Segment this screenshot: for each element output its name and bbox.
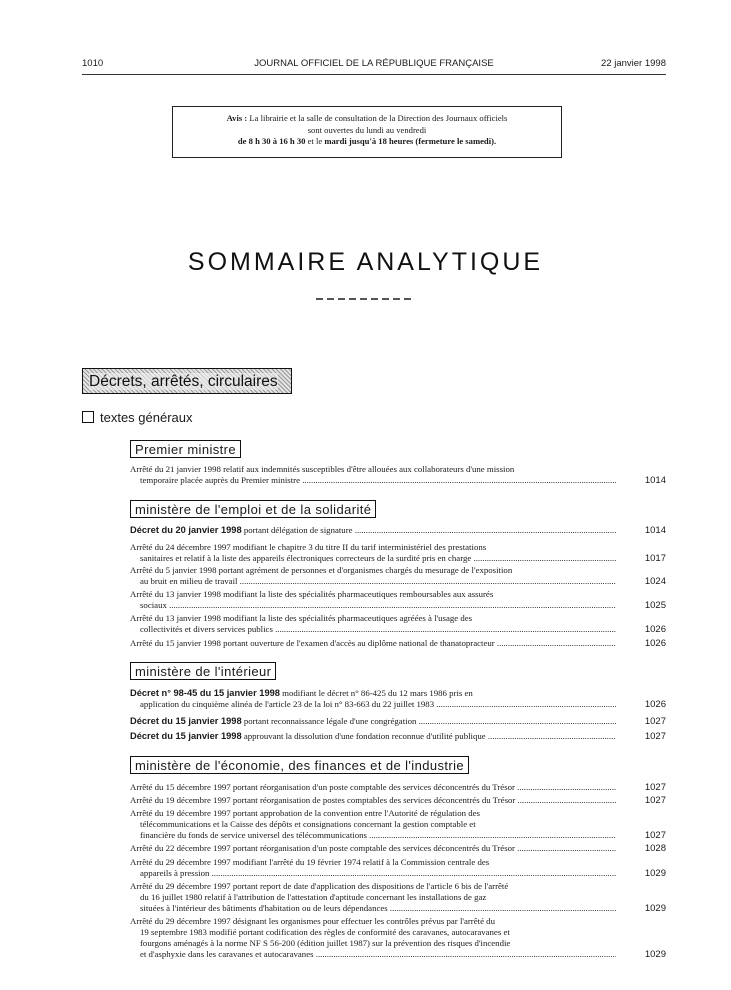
header-rule xyxy=(82,74,666,75)
list-item xyxy=(130,881,666,914)
entry-text-last: et d'asphyxie dans les caravanes et autocaravanes ..... xyxy=(140,949,616,960)
list-item xyxy=(130,688,666,710)
entry-text-last: Arrêté du 19 décembre 1997 portant réorganisation de postes comptables des services déconcentrés du Trésor ..... xyxy=(130,795,616,806)
entry-text-last: financière du fonds de service universel des télécommunications ..... xyxy=(140,830,616,841)
entry-text-last: au bruit en milieu de travail ..... xyxy=(140,576,616,587)
entry-text-line: Arrêté du 29 décembre 1997 désignant les organismes pour effectuer les contrôles prévus par l'arrêté du xyxy=(130,916,495,926)
entry-text-last: Arrêté du 22 décembre 1997 portant réorganisation d'un poste comptable des services déconcentrés du Trésor ..... xyxy=(130,843,616,854)
ministry-box-interieur xyxy=(130,662,276,680)
entry-page: 1014 xyxy=(644,525,666,536)
notice-box xyxy=(172,106,562,158)
entry-page: 1025 xyxy=(644,600,666,611)
entry-page: 1026 xyxy=(644,699,666,710)
issue-date: 22 janvier 1998 xyxy=(601,58,666,69)
entry-text-line: Arrêté du 13 janvier 1998 modifiant la liste des spécialités pharmaceutiques remboursables aux assurés xyxy=(130,589,494,599)
running-header xyxy=(82,58,666,72)
entry-text-last: portant reconnaissance légale d'une congrégation xyxy=(241,716,417,726)
ministry-box-emploi xyxy=(130,500,376,518)
entry-text-line: Arrêté du 21 janvier 1998 relatif aux indemnités susceptibles d'être allouées aux collaborateurs d'une mission xyxy=(130,464,515,474)
entry-bold-title: Décret n° 98-45 du 15 janvier 1998 xyxy=(130,688,280,698)
journal-title: JOURNAL OFFICIEL DE LA RÉPUBLIQUE FRANÇAISE xyxy=(254,58,494,69)
list-item xyxy=(130,782,666,793)
list-item xyxy=(130,613,666,635)
notice-line-2: sont ouvertes du lundi au vendredi xyxy=(307,124,427,135)
entry-text-line: Arrêté du 5 janvier 1998 portant agrément de personnes et d'organismes chargés du mesurage de l'exposition xyxy=(130,565,513,575)
notice-hours: de 8 h 30 à 16 h 30 xyxy=(237,136,306,146)
entry-text-last: Arrêté du 15 janvier 1998 portant ouverture de l'examen d'accès au diplôme national de thanatopracteur ..... xyxy=(130,638,616,649)
entry-text-line: télécommunications et la Caisse des dépôts et consignations concernant la gestion comptable et xyxy=(140,819,476,829)
entry-text-last: appareils à pression ..... xyxy=(140,868,616,879)
section-heading xyxy=(82,368,292,394)
entry-page: 1029 xyxy=(644,903,666,914)
entry-text-last: collectivités et divers services publics ..... xyxy=(140,624,616,635)
subsection-label: textes généraux xyxy=(100,410,193,425)
entry-page: 1017 xyxy=(644,553,666,564)
entry-text-last: sanitaires et relatif à la liste des appareils électroniques correcteurs de la surdité pris en charge ..... xyxy=(140,553,616,564)
entry-text-line: Arrêté du 29 décembre 1997 portant report de date d'application des dispositions de l'article 6 bis de l'arrêté xyxy=(130,881,509,891)
list-item xyxy=(130,565,666,587)
list-item xyxy=(130,916,666,960)
checkbox-square-icon xyxy=(82,411,94,423)
entry-text-last: Arrêté du 15 décembre 1997 portant réorganisation d'un poste comptable des services déconcentrés du Trésor ..... xyxy=(130,782,616,793)
entry-text-last: application du cinquième alinéa de l'article 23 de la loi n° 83-663 du 22 juillet 1983 ..... xyxy=(140,699,616,710)
entry-text-line: Arrêté du 29 décembre 1997 modifiant l'arrêté du 19 février 1974 relatif à la Commission centrale des xyxy=(130,857,490,867)
list-item xyxy=(130,716,666,727)
list-item xyxy=(130,795,666,806)
entry-page: 1027 xyxy=(644,782,666,793)
entry-page: 1028 xyxy=(644,843,666,854)
list-item xyxy=(130,731,666,742)
entry-text-last: sociaux ..... xyxy=(140,600,616,611)
entry-page: 1027 xyxy=(644,716,666,727)
notice-tuesday: mardi jusqu'à 18 heures (fermeture le samedi). xyxy=(324,136,497,146)
list-item xyxy=(130,843,666,854)
entry-page: 1029 xyxy=(644,949,666,960)
entry-text-last: temporaire placée auprès du Premier ministre ..... xyxy=(140,475,616,486)
ministry-box-premier-ministre xyxy=(130,440,241,458)
entry-text-line: Arrêté du 13 janvier 1998 modifiant la liste des spécialités pharmaceutiques agréées à l'usage des xyxy=(130,613,473,623)
ministry-box-economie xyxy=(130,756,469,774)
list-item xyxy=(130,808,666,841)
entry-text-line: Arrêté du 24 décembre 1997 modifiant le chapitre 3 du titre II du tarif interministériel des prestations xyxy=(130,542,487,552)
entry-bold-title: Décret du 20 janvier 1998 xyxy=(130,525,242,535)
entry-bold-title: Décret du 15 janvier 1998 xyxy=(130,716,242,726)
list-item xyxy=(130,464,666,486)
entry-page: 1027 xyxy=(644,795,666,806)
notice-connector: et le xyxy=(305,136,325,146)
entry-page: 1026 xyxy=(644,624,666,635)
entry-text-last: approuvant la dissolution d'une fondation reconnue d'utilité publique xyxy=(241,731,486,741)
subsection-heading xyxy=(82,410,193,425)
ministry-name: Premier ministre xyxy=(135,442,237,457)
title-ornament xyxy=(316,298,412,300)
entry-text-line: 19 septembre 1983 modifié portant codification des règles de conformité des caravanes, autocaravanes et xyxy=(140,927,510,937)
page-title: SOMMAIRE ANALYTIQUE xyxy=(187,248,544,276)
notice-label: Avis : xyxy=(226,113,248,123)
entry-page: 1024 xyxy=(644,576,666,587)
list-item xyxy=(130,857,666,879)
entry-page: 1026 xyxy=(644,638,666,649)
list-item xyxy=(130,525,666,536)
entry-text-line: Arrêté du 19 décembre 1997 portant approbation de la convention entre l'Autorité de régulation des xyxy=(130,808,480,818)
notice-line-1: La librairie et la salle de consultation de la Direction des Journaux officiels xyxy=(247,113,508,123)
entry-text-last: portant délégation de signature xyxy=(241,525,353,535)
page-number: 1010 xyxy=(82,58,104,69)
list-item xyxy=(130,542,666,564)
entry-bold-title: Décret du 15 janvier 1998 xyxy=(130,731,242,741)
entry-page: 1027 xyxy=(644,731,666,742)
entry-text-last: situées à l'intérieur des bâtiments d'habitation ou de leurs dépendances ..... xyxy=(140,903,616,914)
entry-page: 1014 xyxy=(644,475,666,486)
entry-page: 1027 xyxy=(644,830,666,841)
entry-text-line: fourgons aménagés à la norme NF S 56-200 (édition juillet 1987) sur la prévention des risques d'incendie xyxy=(140,938,511,948)
section-heading-text: Décrets, arrêtés, circulaires xyxy=(89,373,278,390)
ministry-name: ministère de l'intérieur xyxy=(135,664,272,679)
list-item xyxy=(130,638,666,649)
ministry-name: ministère de l'économie, des finances et de l'industrie xyxy=(135,758,465,773)
ministry-name: ministère de l'emploi et de la solidarité xyxy=(135,502,372,517)
entry-page: 1029 xyxy=(644,868,666,879)
list-item xyxy=(130,589,666,611)
entry-text-line: du 16 juillet 1980 relatif à l'attribution de l'attestation d'aptitude concernant les installations de gaz xyxy=(140,892,487,902)
entry-text-line: modifiant le décret n° 86-425 du 12 mars 1986 pris en xyxy=(279,688,473,698)
